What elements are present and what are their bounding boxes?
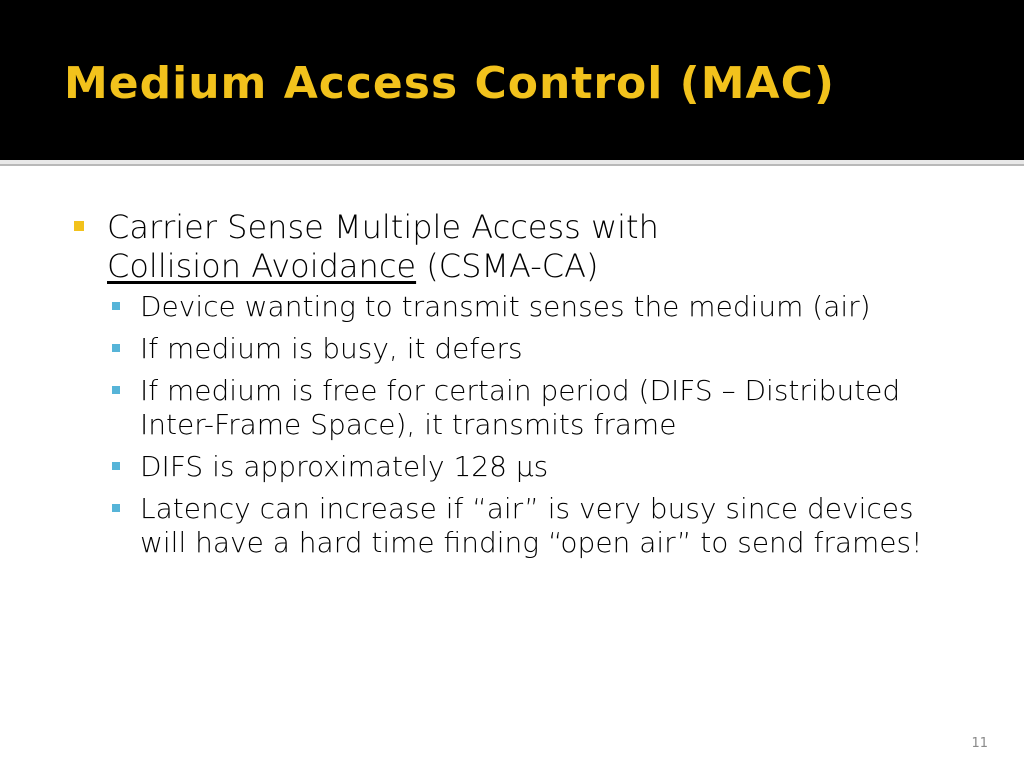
- main-bullet-suffix: (CSMA-CA): [416, 247, 599, 285]
- page-number: 11: [971, 736, 988, 751]
- divider-rule-dark: [0, 164, 1024, 166]
- main-bullet-underlined-text: Collision Avoidance: [107, 247, 417, 285]
- square-bullet-icon: [112, 386, 120, 394]
- sub-bullet-text: If medium is free for certain period (DIFS – Distributed Inter-Frame Space), it transmits frame: [140, 374, 901, 441]
- sub-bullet-text: DIFS is approximately 128 µs: [140, 450, 549, 483]
- sub-bullet-text: Device wanting to transmit senses the medium (air): [140, 290, 871, 323]
- square-bullet-icon: [112, 344, 120, 352]
- sub-bullet-item: [74, 492, 954, 560]
- square-bullet-icon: [112, 504, 120, 512]
- sub-bullet-item: [74, 450, 954, 484]
- slide-title: Medium Access Control (MAC): [64, 58, 836, 109]
- square-bullet-icon: [112, 462, 120, 470]
- main-bullet-text: Carrier Sense Multiple Access with: [107, 208, 659, 246]
- sub-bullet-text: If medium is busy, it defers: [140, 332, 523, 365]
- slide-content: [74, 208, 954, 568]
- square-bullet-icon: [112, 302, 120, 310]
- main-bullet: [74, 208, 954, 286]
- square-bullet-icon: [74, 221, 84, 231]
- title-bar: [0, 0, 1024, 160]
- sub-bullet-text: Latency can increase if “air” is very busy since devices will have a hard time finding “open air” to send frames!: [140, 492, 923, 559]
- sub-bullet-item: [74, 374, 954, 442]
- sub-bullet-item: [74, 332, 954, 366]
- sub-bullet-item: [74, 290, 954, 324]
- sub-bullet-list: [74, 290, 954, 560]
